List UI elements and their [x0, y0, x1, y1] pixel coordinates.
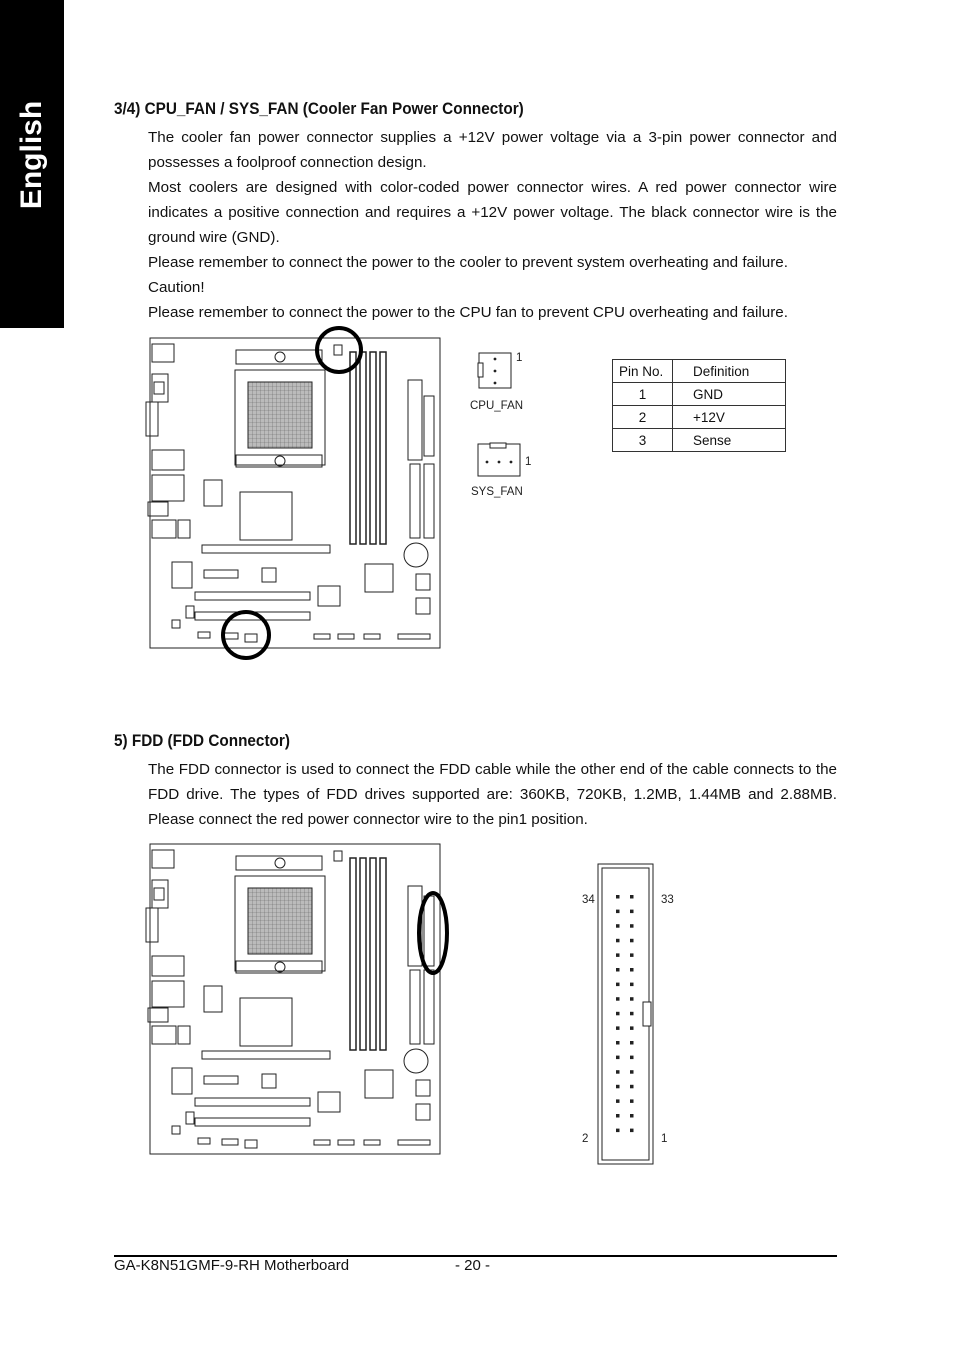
fan-paragraph-2: Most coolers are designed with color-coded power connector wires. A red power connector wire indicates a positive connection and requires a +12V power voltage. The black connector wire is the ground wire (GND). [148, 179, 837, 246]
table-cell-pin: 1 [613, 383, 673, 406]
fdd-pin [630, 939, 634, 943]
language-label: English [15, 100, 48, 210]
fdd-pin [630, 910, 634, 914]
cpu-fan-label: CPU_FAN [470, 400, 524, 412]
sys-fan-connector-diagram [466, 435, 546, 505]
fdd-section-title: 5) FDD (FDD Connector) [114, 731, 290, 750]
sys-fan-label: SYS_FAN [471, 486, 523, 498]
fdd-pin [630, 1041, 634, 1045]
fdd-pin [616, 1129, 620, 1133]
language-side-tab [0, 0, 64, 328]
fdd-pin-34-label: 34 [582, 894, 595, 906]
fdd-pin [630, 1099, 634, 1103]
fan-pin-table [612, 359, 786, 452]
fdd-pin [616, 1085, 620, 1089]
fdd-pin [616, 939, 620, 943]
motherboard-diagram-fdd [140, 836, 450, 1166]
cpu-fan-connector-diagram [466, 345, 546, 415]
table-row [613, 429, 786, 452]
motherboard-diagram-fan [140, 330, 450, 665]
fdd-pin-1-label: 1 [661, 1133, 668, 1145]
fdd-pin [616, 1114, 620, 1118]
fdd-pin [630, 1056, 634, 1060]
fdd-pin [616, 895, 620, 899]
fan-paragraph-1: The cooler fan power connector supplies a +12V power voltage via a 3-pin power connector and possesses a foolproof connection design. [148, 129, 837, 171]
cpu-fan-pin1-label: 1 [516, 352, 523, 364]
fan-section-title: 3/4) CPU_FAN / SYS_FAN (Cooler Fan Power Connector) [114, 99, 524, 118]
table-cell-pin: 3 [613, 429, 673, 452]
table-cell-definition: Sense [673, 429, 786, 452]
fdd-pin [630, 1085, 634, 1089]
fdd-pin [616, 1026, 620, 1030]
fdd-pin [616, 953, 620, 957]
fdd-pin [630, 1012, 634, 1016]
fdd-connector-diagram [575, 862, 685, 1167]
fdd-pin [630, 1026, 634, 1030]
sys-fan-highlight-circle [223, 612, 269, 658]
fdd-pin [630, 1114, 634, 1118]
table-cell-definition: +12V [673, 406, 786, 429]
fdd-pin [616, 910, 620, 914]
fdd-pin [616, 1041, 620, 1045]
fdd-pin [616, 1099, 620, 1103]
fdd-pin [616, 1012, 620, 1016]
fdd-pin [630, 924, 634, 928]
fdd-pin [616, 924, 620, 928]
fan-caution: Caution! [148, 279, 205, 296]
fdd-paragraph-1: The FDD connector is used to connect the FDD cable while the other end of the cable connects to the FDD drive. The types of FDD drives supported are: 360KB, 720KB, 1.2MB, 1.44MB and 2.88MB. Please connect the red power connector wire to the pin1 position. [148, 761, 837, 828]
footer-page-number: - 20 - [455, 1257, 491, 1274]
fdd-pin [630, 1070, 634, 1074]
fdd-pin [630, 953, 634, 957]
fdd-pin [616, 983, 620, 987]
table-row [613, 406, 786, 429]
table-header-row [613, 360, 786, 383]
fdd-pin [616, 1070, 620, 1074]
table-row [613, 383, 786, 406]
fdd-pin [630, 983, 634, 987]
fdd-pin [630, 1129, 634, 1133]
fdd-pin [630, 997, 634, 1001]
fdd-pin [616, 1056, 620, 1060]
fan-paragraph-3: Please remember to connect the power to the cooler to prevent system overheating and failure. [148, 254, 788, 271]
table-header-pin: Pin No. [613, 360, 673, 383]
cpu-fan-highlight-circle [317, 328, 361, 372]
sys-fan-pin1-label: 1 [525, 456, 532, 468]
table-header-definition: Definition [673, 360, 786, 383]
fdd-highlight-oval [419, 893, 447, 973]
fdd-pin [630, 895, 634, 899]
fdd-pin-33-label: 33 [661, 894, 674, 906]
footer-model: GA-K8N51GMF-9-RH Motherboard [114, 1257, 350, 1274]
table-cell-definition: GND [673, 383, 786, 406]
table-cell-pin: 2 [613, 406, 673, 429]
fdd-pin [616, 997, 620, 1001]
fdd-pin [616, 968, 620, 972]
fdd-pin-2-label: 2 [582, 1133, 589, 1145]
fdd-pin [630, 968, 634, 972]
fan-paragraph-4: Please remember to connect the power to the CPU fan to prevent CPU overheating and failure. [148, 304, 788, 321]
